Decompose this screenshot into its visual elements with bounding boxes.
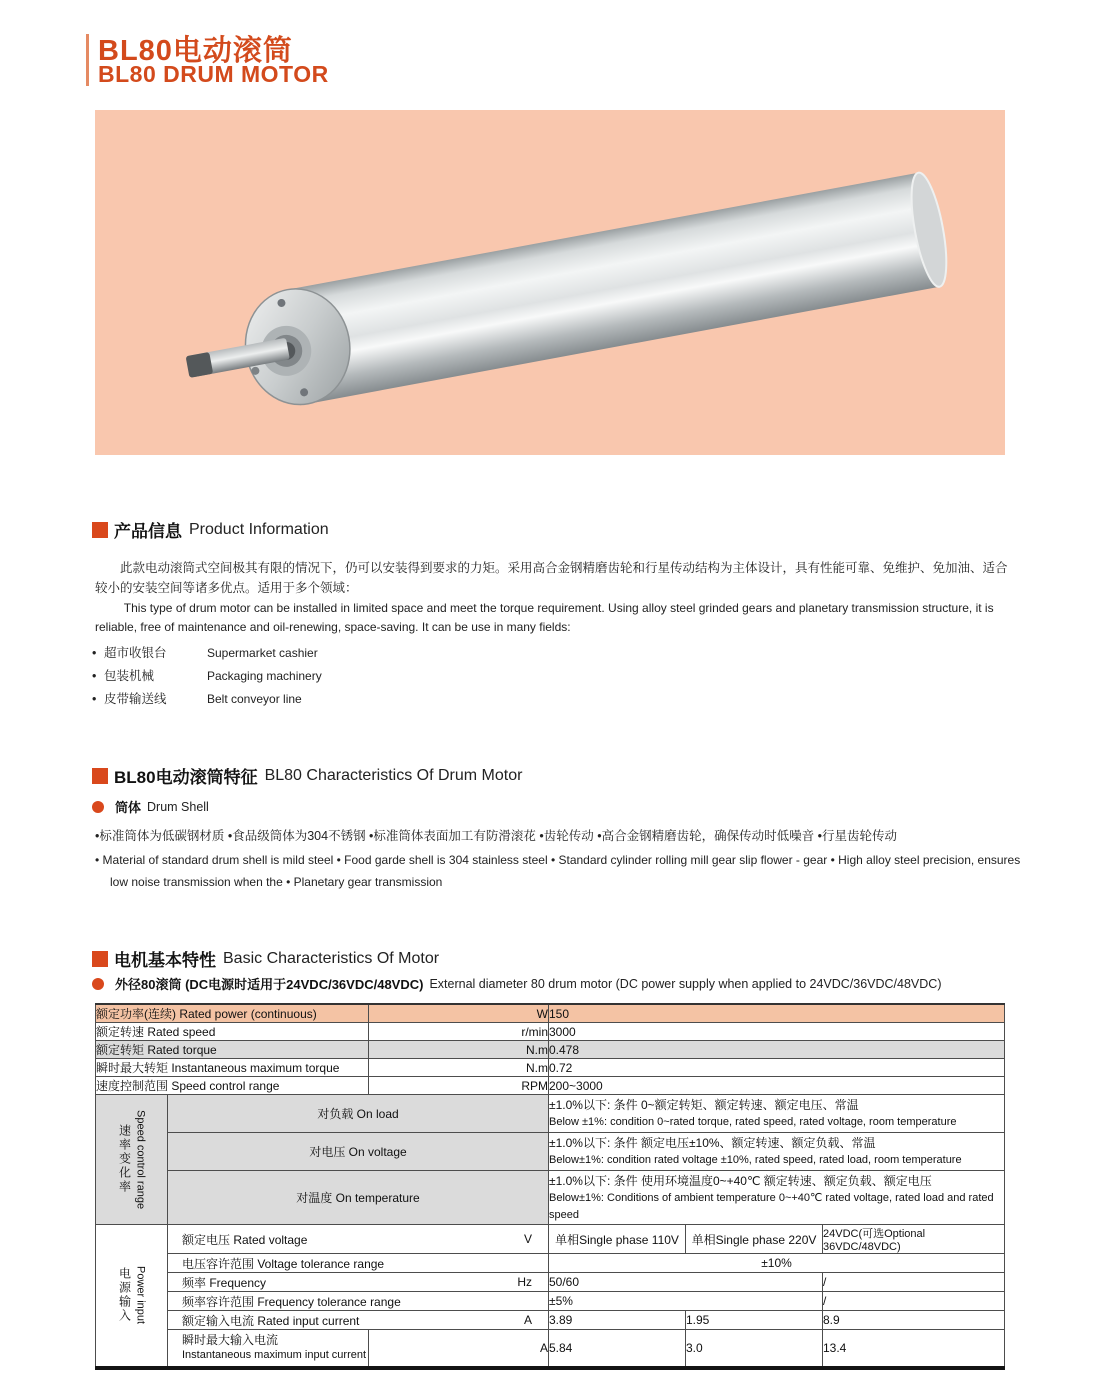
section-heading-en: Product Information [189,520,329,538]
spec-label: 速度控制范围 Speed control range [96,1077,369,1095]
bullet-icon: • [92,669,97,683]
spec-value: ±5% [549,1292,823,1311]
list-item [92,688,322,711]
condition-zh: ±1.0%以下: 条件 0~额定转矩、额定转速、额定电压、常温 [549,1098,859,1112]
unit-text: Hz [517,1275,532,1289]
sidebar-label-zh: 电源输入 [117,1267,132,1324]
subsection-zh: 外径80滚筒 (DC电源时适用于24VDC/36VDC/48VDC) [115,977,424,992]
sidebar-label-en: Speed control range [134,1109,147,1210]
section-product-info [92,517,329,542]
condition-en: Below±1%: condition rated voltage ±10%, rated speed, rated load, room temperature [549,1154,962,1166]
application-en: Belt conveyor line [207,692,302,706]
label-text: 额定电压 Rated voltage [182,1232,308,1247]
characteristics-line-zh: •标准筒体为低碳钢材质 •食品级筒体为304不锈钢 •标准筒体表面加工有防滑滚花 •齿轮传动 •高合金钢精磨齿轮，确保传动时低噪音 •行星齿轮传动 [95,829,897,843]
table-row [96,1330,1005,1368]
spec-label [168,1311,549,1330]
subsection-drum-shell [92,797,209,816]
spec-label [168,1292,549,1311]
spec-value: / [823,1273,1005,1292]
spec-label: 对电压 On voltage [168,1133,549,1171]
table-row [96,1171,1005,1225]
spec-label [168,1330,369,1368]
application-en: Packaging machinery [207,669,322,683]
spec-unit: N.m [369,1041,549,1059]
spec-value: 13.4 [823,1330,1005,1368]
bullet-icon: • [92,646,97,660]
drum-motor-illustration [95,110,1005,455]
page-title-zh: BL80电动滚筒 [98,35,293,67]
spec-unit: RPM [369,1077,549,1095]
speed-section-sidebar [96,1095,168,1225]
power-section-sidebar [96,1225,168,1368]
spec-label [168,1254,549,1273]
section-heading-zh: 电机基本特性 [114,951,216,970]
sidebar-label-zh: 速率变化率 [117,1124,132,1195]
subsection-motor [92,974,942,993]
section-heading-en: Basic Characteristics Of Motor [223,949,440,967]
table-row [96,1095,1005,1133]
condition-zh: ±1.0%以下: 条件 额定电压±10%、额定转速、额定负载、常温 [549,1136,876,1150]
bullet-icon: • [92,692,97,706]
section-dot-icon [92,978,104,990]
spec-value: 24VDC(可选Optional 36VDC/48VDC) [823,1225,1005,1254]
application-zh: 包装机械 [104,669,155,683]
section-heading-zh: BL80电动滚筒特征 [114,768,258,787]
spec-value: 3000 [549,1023,1005,1041]
spec-value: 单相Single phase 220V [686,1225,823,1254]
spec-unit: W [369,1004,549,1023]
table-row [96,1225,1005,1254]
list-item [92,665,322,688]
spec-label: 对温度 On temperature [168,1171,549,1225]
section-heading-en: BL80 Characteristics Of Drum Motor [264,766,523,784]
spec-value [549,1133,1005,1171]
spec-value: 0.478 [549,1041,1005,1059]
label-text: 电压容许范围 Voltage tolerance range [182,1256,385,1271]
spec-value [549,1171,1005,1225]
table-row [96,1292,1005,1311]
spec-value: 1.95 [686,1311,823,1330]
spec-unit: A [369,1330,549,1368]
spec-label: 对负载 On load [168,1095,549,1133]
application-zh: 皮带输送线 [104,692,167,706]
sidebar-label-en: Power input [134,1266,147,1325]
spec-unit: N.m [369,1059,549,1077]
section-square-icon [92,522,108,538]
section-dot-icon [92,801,104,813]
application-list [92,642,322,711]
condition-zh: ±1.0%以下: 条件 使用环境温度0~+40℃ 额定转速、额定负载、额定电压 [549,1173,932,1188]
page-title-en: BL80 DRUM MOTOR [98,61,329,87]
spec-table [95,1003,1005,1370]
spec-label: 额定功率(连续) Rated power (continuous) [96,1004,369,1023]
section-characteristics [92,763,522,788]
spec-value: 50/60 [549,1273,823,1292]
subsection-en: External diameter 80 drum motor (DC power supply when applied to 24VDC/36VDC/48VDC) [429,976,942,991]
spec-label: 额定转矩 Rated torque [96,1041,369,1059]
spec-value: 0.72 [549,1059,1005,1077]
table-row [96,1004,1005,1023]
table-row [96,1311,1005,1330]
section-square-icon [92,768,108,784]
table-row [96,1041,1005,1059]
condition-en: Below±1%: Conditions of ambient temperature 0~+40℃ rated voltage, rated load and rated speed [549,1191,994,1221]
spec-label [168,1273,549,1292]
spec-value: 3.0 [686,1330,823,1368]
table-row [96,1254,1005,1273]
label-text: 额定输入电流 Rated input current [182,1313,360,1328]
list-item [92,642,322,665]
label-text: 频率 Frequency [182,1275,267,1290]
product-image [95,110,1005,455]
spec-value: 5.84 [549,1330,686,1368]
application-en: Supermarket cashier [207,646,318,660]
unit-text: A [523,1313,532,1327]
table-row [96,1023,1005,1041]
label-text-en: Instantaneous maximum input current [182,1349,367,1362]
title-accent-bar [86,34,89,86]
spec-unit: r/min [369,1023,549,1041]
spec-value: / [823,1292,1005,1311]
spec-value: ±10% [549,1254,1005,1273]
spec-value: 3.89 [549,1311,686,1330]
section-square-icon [92,951,108,967]
subsection-en: Drum Shell [147,799,209,814]
section-heading-zh: 产品信息 [114,522,182,541]
subsection-zh: 筒体 [115,800,142,815]
product-info-paragraph-zh: 此款电动滚筒式空间极其有限的情况下，仍可以安装得到要求的力矩。采用高合金钢精磨齿轮和行星传动结构为主体设计，具有性能可靠、免维护、免加油、适合较小的安装空间等诸多优点。适用于多个领域： [95,561,1008,595]
characteristics-line-en: • Material of standard drum shell is mild steel • Food garde shell is 304 stainless steel • Standard cylinder rolling mill gear slip flower - gear • High alloy steel precision, ensures low noise transmission when the • Planetary gear transmission [95,853,1021,889]
spec-value: 200~3000 [549,1077,1005,1095]
label-text-zh: 瞬时最大输入电流 [182,1333,279,1348]
section-motor-basics [92,946,439,971]
product-info-paragraph-en: This type of drum motor can be installed in limited space and meet the torque requirement. Using alloy steel grinded gears and planetary transmission structure, it is reliable, free of maintenance and oil-renewing, space-saving. It can be use in many fields: [95,601,994,634]
table-row [96,1273,1005,1292]
table-row [96,1133,1005,1171]
spec-label [168,1225,549,1254]
application-zh: 超市收银台 [104,646,167,660]
spec-value: 8.9 [823,1311,1005,1330]
label-text: 频率容许范围 Frequency tolerance range [182,1294,401,1309]
spec-value [549,1095,1005,1133]
spec-label: 额定转速 Rated speed [96,1023,369,1041]
table-row [96,1059,1005,1077]
spec-value: 150 [549,1004,1005,1023]
unit-text: V [523,1232,532,1246]
spec-label: 瞬时最大转矩 Instantaneous maximum torque [96,1059,369,1077]
spec-value: 单相Single phase 110V [549,1225,686,1254]
condition-en: Below ±1%: condition 0~rated torque, rated speed, rated voltage, room temperature [549,1116,957,1128]
table-row [96,1077,1005,1095]
